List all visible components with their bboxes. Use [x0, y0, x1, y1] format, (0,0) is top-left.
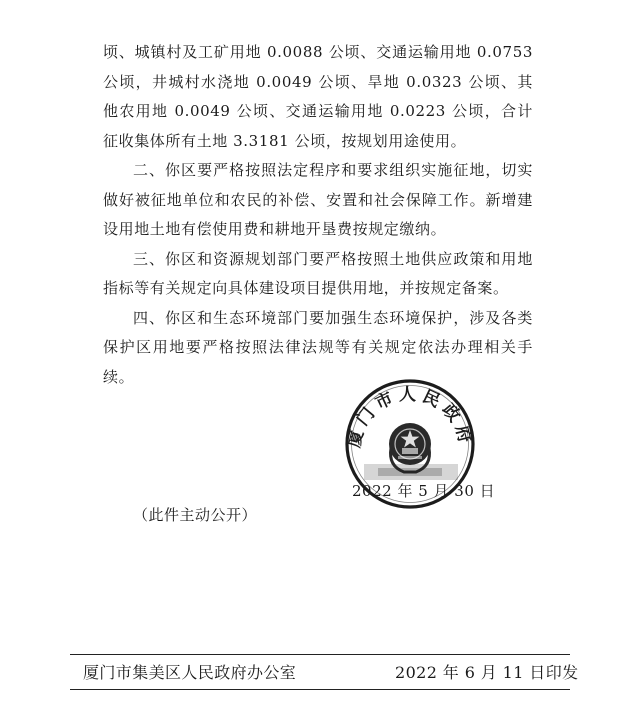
- paragraph-item-4: 四、你区和生态环境部门要加强生态环境保护，涉及各类保护区用地要严格按照法律法规等有关规定依法办理相关手续。: [103, 308, 533, 386]
- seal-text: 厦门市人民政府: [344, 385, 476, 450]
- paragraph-item-2: 二、你区要严格按照法定程序和要求组织实施征地，切实做好被征地单位和农民的补偿、安置和社会保障工作。新增建设用地土地有偿使用费和耕地开垦费按规定缴纳。: [103, 161, 533, 238]
- seal-ink-smudge: [364, 464, 458, 480]
- disclosure-note: （此件主动公开）: [133, 506, 258, 524]
- paragraph-item-3: 三、你区和资源规划部门要严格按照土地供应政策和用地指标等有关规定向具体建设项目提供用地，并按规定备案。: [103, 249, 533, 297]
- paragraph-continuation: 顷、城镇村及工矿用地 0.0088 公顷、交通运输用地 0.0753 公顷，井城村水浇地 0.0049 公顷、旱地 0.0323 公顷、其他农用地 0.0049 公顷、交通运输用地 0.0223 公顷，合计征收集体所有土地 3.3181 公顷，按规划用途使用。: [103, 43, 533, 150]
- signature-date: 2022 年 5 月 30 日: [352, 482, 496, 500]
- footer-rule-top: [70, 654, 570, 655]
- issuing-office: 厦门市集美区人民政府办公室: [83, 663, 297, 682]
- print-date: 2022 年 6 月 11 日印发: [395, 663, 579, 682]
- document-body: [103, 38, 533, 392]
- footer-rule-bottom: [70, 689, 570, 690]
